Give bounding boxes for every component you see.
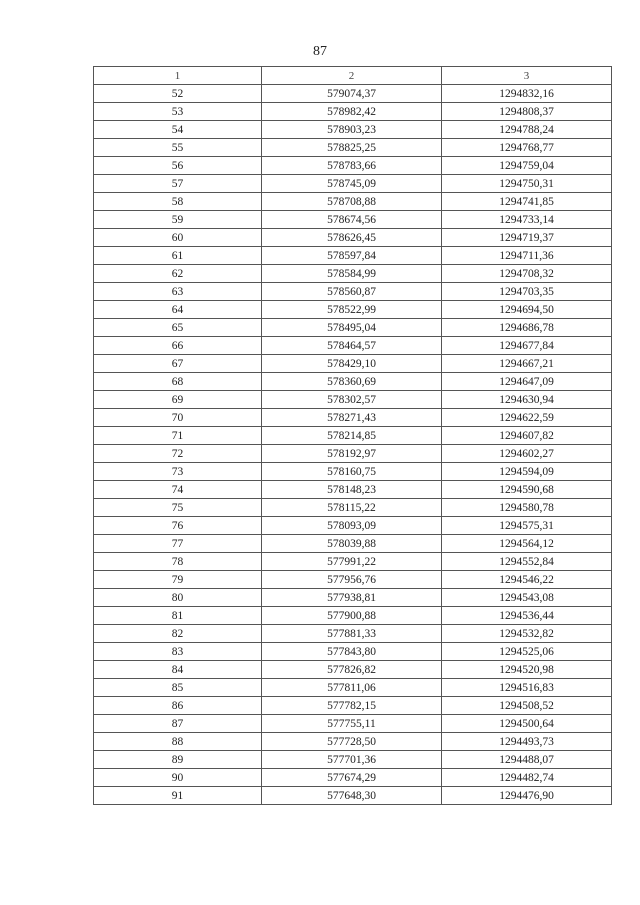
x-coordinate-cell: 577701,36 <box>262 751 442 769</box>
point-number-cell: 62 <box>94 265 262 283</box>
point-number-cell: 80 <box>94 589 262 607</box>
x-coordinate-cell: 577991,22 <box>262 553 442 571</box>
x-coordinate-cell: 578464,57 <box>262 337 442 355</box>
x-coordinate-cell: 578560,87 <box>262 283 442 301</box>
point-number-cell: 66 <box>94 337 262 355</box>
point-number-cell: 67 <box>94 355 262 373</box>
point-number-cell: 84 <box>94 661 262 679</box>
point-number-cell: 83 <box>94 643 262 661</box>
x-coordinate-cell: 578302,57 <box>262 391 442 409</box>
y-coordinate-cell: 1294482,74 <box>442 769 612 787</box>
coordinates-table <box>93 66 612 805</box>
x-coordinate-cell: 578708,88 <box>262 193 442 211</box>
table-row <box>94 553 612 571</box>
table-body <box>94 85 612 805</box>
table-row <box>94 499 612 517</box>
point-number-cell: 78 <box>94 553 262 571</box>
column-header-point-number: 1 <box>94 67 262 85</box>
x-coordinate-cell: 578825,25 <box>262 139 442 157</box>
x-coordinate-cell: 579074,37 <box>262 85 442 103</box>
table-row <box>94 103 612 121</box>
table-row <box>94 193 612 211</box>
table-row <box>94 571 612 589</box>
table-row <box>94 355 612 373</box>
point-number-cell: 72 <box>94 445 262 463</box>
point-number-cell: 89 <box>94 751 262 769</box>
table-row <box>94 211 612 229</box>
table-row <box>94 265 612 283</box>
table-row <box>94 283 612 301</box>
x-coordinate-cell: 578429,10 <box>262 355 442 373</box>
point-number-cell: 61 <box>94 247 262 265</box>
y-coordinate-cell: 1294575,31 <box>442 517 612 535</box>
point-number-cell: 63 <box>94 283 262 301</box>
table-row <box>94 247 612 265</box>
x-coordinate-cell: 578160,75 <box>262 463 442 481</box>
y-coordinate-cell: 1294525,06 <box>442 643 612 661</box>
x-coordinate-cell: 578626,45 <box>262 229 442 247</box>
x-coordinate-cell: 577938,81 <box>262 589 442 607</box>
table-row <box>94 409 612 427</box>
y-coordinate-cell: 1294546,22 <box>442 571 612 589</box>
x-coordinate-cell: 578360,69 <box>262 373 442 391</box>
point-number-cell: 85 <box>94 679 262 697</box>
point-number-cell: 71 <box>94 427 262 445</box>
x-coordinate-cell: 578674,56 <box>262 211 442 229</box>
table-row <box>94 589 612 607</box>
x-coordinate-cell: 578214,85 <box>262 427 442 445</box>
point-number-cell: 64 <box>94 301 262 319</box>
point-number-cell: 69 <box>94 391 262 409</box>
x-coordinate-cell: 578093,09 <box>262 517 442 535</box>
y-coordinate-cell: 1294733,14 <box>442 211 612 229</box>
table-row <box>94 769 612 787</box>
point-number-cell: 87 <box>94 715 262 733</box>
y-coordinate-cell: 1294750,31 <box>442 175 612 193</box>
point-number-cell: 73 <box>94 463 262 481</box>
header-row <box>94 67 612 85</box>
table-row <box>94 373 612 391</box>
point-number-cell: 52 <box>94 85 262 103</box>
table-row <box>94 301 612 319</box>
table-row <box>94 679 612 697</box>
point-number-cell: 76 <box>94 517 262 535</box>
table-row <box>94 427 612 445</box>
point-number-cell: 79 <box>94 571 262 589</box>
point-number-cell: 70 <box>94 409 262 427</box>
x-coordinate-cell: 578039,88 <box>262 535 442 553</box>
column-header-x-coordinate: 2 <box>262 67 442 85</box>
y-coordinate-cell: 1294703,35 <box>442 283 612 301</box>
point-number-cell: 59 <box>94 211 262 229</box>
y-coordinate-cell: 1294647,09 <box>442 373 612 391</box>
point-number-cell: 90 <box>94 769 262 787</box>
table-row <box>94 751 612 769</box>
point-number-cell: 58 <box>94 193 262 211</box>
table-row <box>94 319 612 337</box>
y-coordinate-cell: 1294768,77 <box>442 139 612 157</box>
y-coordinate-cell: 1294580,78 <box>442 499 612 517</box>
table-row <box>94 697 612 715</box>
y-coordinate-cell: 1294543,08 <box>442 589 612 607</box>
y-coordinate-cell: 1294607,82 <box>442 427 612 445</box>
y-coordinate-cell: 1294832,16 <box>442 85 612 103</box>
y-coordinate-cell: 1294594,09 <box>442 463 612 481</box>
point-number-cell: 82 <box>94 625 262 643</box>
point-number-cell: 68 <box>94 373 262 391</box>
y-coordinate-cell: 1294741,85 <box>442 193 612 211</box>
point-number-cell: 86 <box>94 697 262 715</box>
y-coordinate-cell: 1294708,32 <box>442 265 612 283</box>
point-number-cell: 60 <box>94 229 262 247</box>
x-coordinate-cell: 577728,50 <box>262 733 442 751</box>
y-coordinate-cell: 1294552,84 <box>442 553 612 571</box>
x-coordinate-cell: 577782,15 <box>262 697 442 715</box>
x-coordinate-cell: 577900,88 <box>262 607 442 625</box>
table-row <box>94 517 612 535</box>
y-coordinate-cell: 1294590,68 <box>442 481 612 499</box>
y-coordinate-cell: 1294532,82 <box>442 625 612 643</box>
y-coordinate-cell: 1294500,64 <box>442 715 612 733</box>
table-row <box>94 139 612 157</box>
table-row <box>94 157 612 175</box>
y-coordinate-cell: 1294759,04 <box>442 157 612 175</box>
point-number-cell: 55 <box>94 139 262 157</box>
y-coordinate-cell: 1294808,37 <box>442 103 612 121</box>
x-coordinate-cell: 578148,23 <box>262 481 442 499</box>
y-coordinate-cell: 1294686,78 <box>442 319 612 337</box>
point-number-cell: 81 <box>94 607 262 625</box>
y-coordinate-cell: 1294788,24 <box>442 121 612 139</box>
x-coordinate-cell: 578597,84 <box>262 247 442 265</box>
table-row <box>94 445 612 463</box>
x-coordinate-cell: 578495,04 <box>262 319 442 337</box>
table-row <box>94 643 612 661</box>
point-number-cell: 56 <box>94 157 262 175</box>
point-number-cell: 53 <box>94 103 262 121</box>
x-coordinate-cell: 578271,43 <box>262 409 442 427</box>
x-coordinate-cell: 578982,42 <box>262 103 442 121</box>
x-coordinate-cell: 577956,76 <box>262 571 442 589</box>
y-coordinate-cell: 1294622,59 <box>442 409 612 427</box>
table-row <box>94 535 612 553</box>
x-coordinate-cell: 578192,97 <box>262 445 442 463</box>
table-row <box>94 733 612 751</box>
point-number-cell: 77 <box>94 535 262 553</box>
y-coordinate-cell: 1294488,07 <box>442 751 612 769</box>
x-coordinate-cell: 577648,30 <box>262 787 442 805</box>
y-coordinate-cell: 1294630,94 <box>442 391 612 409</box>
point-number-cell: 54 <box>94 121 262 139</box>
x-coordinate-cell: 577755,11 <box>262 715 442 733</box>
y-coordinate-cell: 1294711,36 <box>442 247 612 265</box>
table-row <box>94 607 612 625</box>
page-number: 87 <box>313 44 327 59</box>
y-coordinate-cell: 1294694,50 <box>442 301 612 319</box>
table-row <box>94 229 612 247</box>
y-coordinate-cell: 1294508,52 <box>442 697 612 715</box>
x-coordinate-cell: 578783,66 <box>262 157 442 175</box>
y-coordinate-cell: 1294476,90 <box>442 787 612 805</box>
point-number-cell: 88 <box>94 733 262 751</box>
table-row <box>94 337 612 355</box>
table-row <box>94 391 612 409</box>
y-coordinate-cell: 1294493,73 <box>442 733 612 751</box>
point-number-cell: 65 <box>94 319 262 337</box>
table-header <box>94 67 612 85</box>
point-number-cell: 74 <box>94 481 262 499</box>
x-coordinate-cell: 578522,99 <box>262 301 442 319</box>
x-coordinate-cell: 577843,80 <box>262 643 442 661</box>
x-coordinate-cell: 577881,33 <box>262 625 442 643</box>
y-coordinate-cell: 1294667,21 <box>442 355 612 373</box>
y-coordinate-cell: 1294564,12 <box>442 535 612 553</box>
x-coordinate-cell: 578115,22 <box>262 499 442 517</box>
column-header-y-coordinate: 3 <box>442 67 612 85</box>
y-coordinate-cell: 1294520,98 <box>442 661 612 679</box>
x-coordinate-cell: 577674,29 <box>262 769 442 787</box>
y-coordinate-cell: 1294536,44 <box>442 607 612 625</box>
table-row <box>94 661 612 679</box>
x-coordinate-cell: 578903,23 <box>262 121 442 139</box>
table-row <box>94 715 612 733</box>
x-coordinate-cell: 577811,06 <box>262 679 442 697</box>
table-row <box>94 625 612 643</box>
table-row <box>94 85 612 103</box>
table-row <box>94 463 612 481</box>
point-number-cell: 75 <box>94 499 262 517</box>
point-number-cell: 57 <box>94 175 262 193</box>
y-coordinate-cell: 1294516,83 <box>442 679 612 697</box>
y-coordinate-cell: 1294677,84 <box>442 337 612 355</box>
x-coordinate-cell: 578584,99 <box>262 265 442 283</box>
x-coordinate-cell: 578745,09 <box>262 175 442 193</box>
table-row <box>94 787 612 805</box>
point-number-cell: 91 <box>94 787 262 805</box>
table-row <box>94 121 612 139</box>
y-coordinate-cell: 1294602,27 <box>442 445 612 463</box>
table-row <box>94 481 612 499</box>
y-coordinate-cell: 1294719,37 <box>442 229 612 247</box>
table-row <box>94 175 612 193</box>
x-coordinate-cell: 577826,82 <box>262 661 442 679</box>
